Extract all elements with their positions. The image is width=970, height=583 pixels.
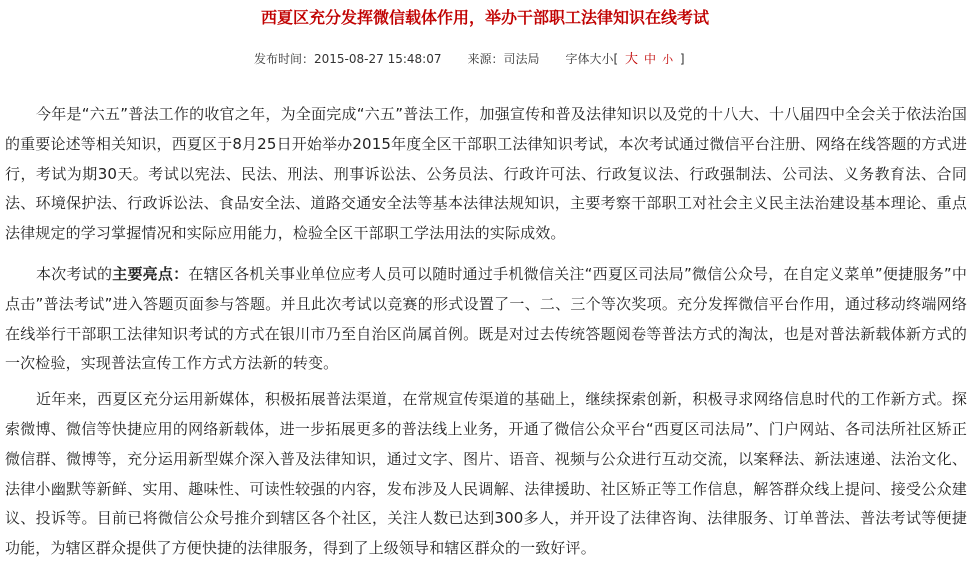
paragraph-2-highlight: 主要亮点： (112, 264, 189, 283)
paragraph-2-lead: 本次考试的 (36, 264, 113, 283)
source-label: 来源： (467, 52, 504, 66)
font-size-label: 字体大小 (565, 52, 614, 66)
font-size-large-link[interactable]: 大 (625, 52, 639, 67)
article-body (5, 100, 967, 564)
publish-label: 发布时间： (254, 52, 315, 66)
paragraph-2-rest: 在辖区各机关事业单位应考人员可以随时通过手机微信关注“西夏区司法局”微信公众号，在自定义菜单”便捷服务”中点击”普法考试”进入答题页面参与答题。并且此次考试以竞赛的形式设置了一、二、三个等次奖项。充分发挥微信平台作用，通过移动终端网络在线举行干部职工法律知识考试的方式在银川市乃至自治区尚属首例。既是对过去传统答题阅卷等普法方式的淘汰，也是对普法新载体新方式的一次检验，实现普法宣传工作方式方法新的转变。 (5, 264, 967, 373)
paragraph-3: 近年来，西夏区充分运用新媒体，积极拓展普法渠道，在常规宣传渠道的基础上，继续探索创新，积极寻求网络信息时代的工作新方式。探索微博、微信等快捷应用的网络新载体，进一步拓展更多的普法线上业务，开通了微信公众平台“西夏区司法局”、门户网站、各司法所社区矫正微信群、微博等，充分运用新型媒介深入普及法律知识，通过文字、图片、语音、视频与公众进行互动交流，以案释法、新法速递、法治文化、法律小幽默等新鲜、实用、趣味性、可读性较强的内容，发布涉及人民调解、法律援助、社区矫正等工作信息，解答群众线上提问、接受公众建议、投诉等。目前已将微信公众号推介到辖区各个社区，关注人数已达到300多人，并开设了法律咨询、法律服务、订单普法、普法考试等便捷功能，为辖区群众提供了方便快捷的法律服务，得到了上级领导和辖区群众的一致好评。 (5, 390, 967, 558)
article-title: 西夏区充分发挥微信载体作用，举办干部职工法律知识在线考试 (260, 8, 709, 27)
paragraph-2 (5, 260, 967, 379)
paragraph-1: 今年是“六五”普法工作的收官之年，为全面完成“六五”普法工作，加强宣传和普及法律知识以及党的十八大、十八届四中全会关于依法治国的重要论述等相关知识，西夏区于8月25日开始举办2015年度全区干部职工法律知识考试，本次考试通过微信平台注册、网络在线答题的方式进行，考试为期30天。考试以宪法、民法、刑法、刑事诉讼法、公务员法、行政许可法、行政复议法、行政强制法、公司法、义务教育法、合同法、环境保护法、行政诉讼法、食品安全法、道路交通安全法等基本法律法规知识，主要考察干部职工对社会主义民主法治建设基本理论、重点法律规定的学习掌握情况和实际应用能力，检验全区干部职工学法用法的实际成效。 (5, 105, 967, 243)
source-value: 司法局 (503, 52, 540, 66)
article-meta (254, 51, 685, 68)
font-size-medium-link[interactable]: 中 (644, 52, 657, 66)
bracket-close: ] (679, 52, 685, 66)
bracket-open: [ (613, 52, 619, 66)
font-size-small-link[interactable]: 小 (662, 53, 674, 66)
publish-time: 2015-08-27 15:48:07 (314, 52, 442, 66)
